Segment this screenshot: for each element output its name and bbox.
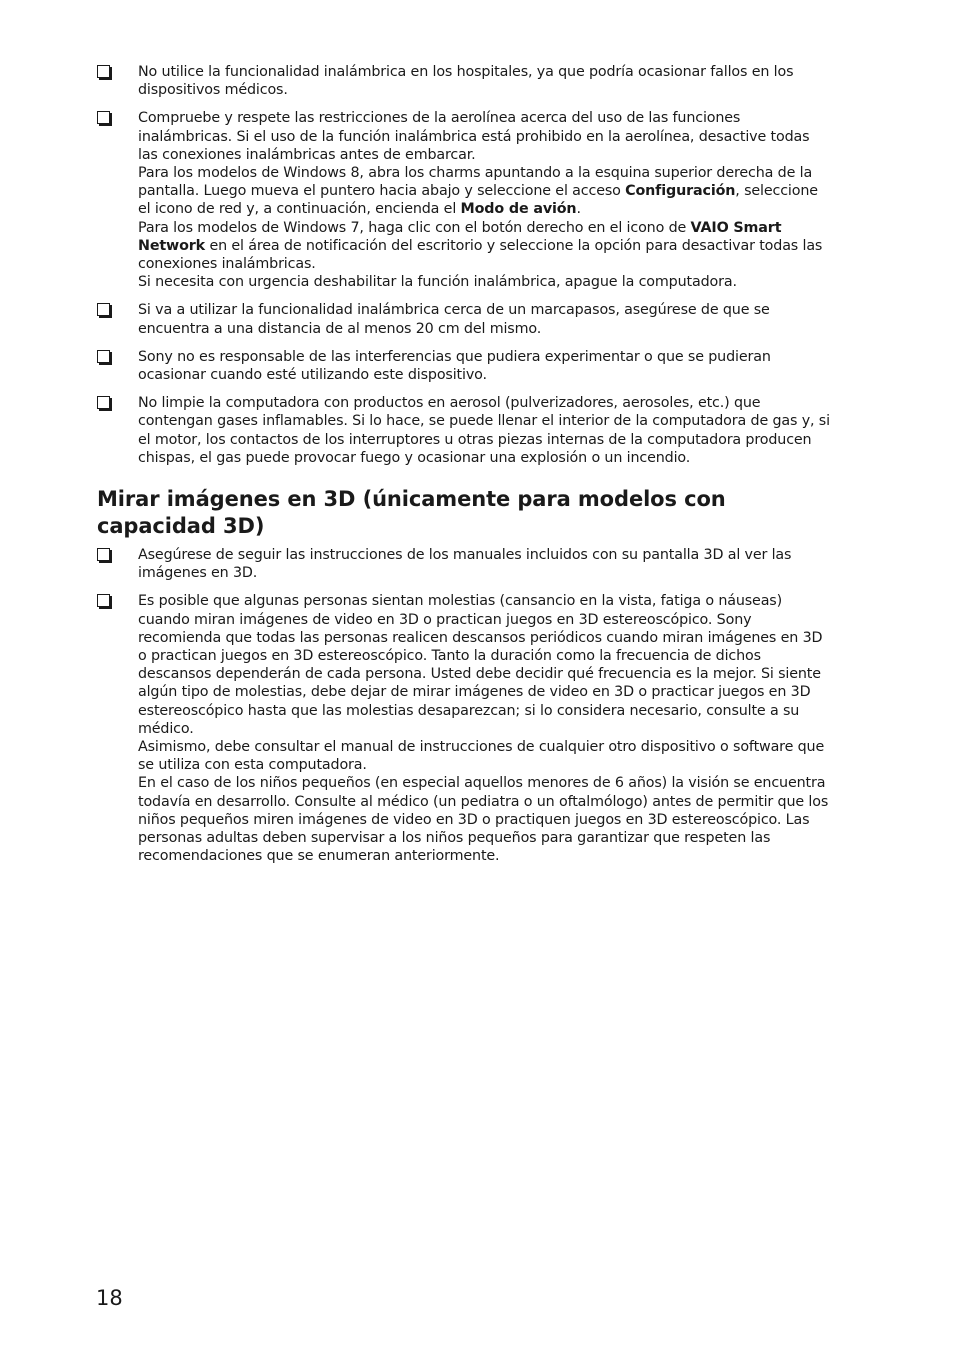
text-run: Para los modelos de Windows 7, haga clic con el botón derecho en el icono de (138, 219, 691, 236)
warning-item (97, 394, 832, 467)
text-run: En el caso de los niños pequeños (en especial aquellos menores de 6 años) la visión se encuentra todavía en desarrollo. Consulte al médico (un pediatra o un oftalmólogo) antes de permitir que los niños pequeños miren imágenes de video en 3D o practiquen juegos en 3D estereoscópico. Las personas adultas deben supervisar a los niños pequeños para garantizar que respeten las recomendaciones que se enumeran anteriormente. (138, 775, 829, 865)
warning-paragraph (138, 394, 832, 467)
caution-3d-paragraph (138, 774, 832, 865)
text-run: No limpie la computadora con productos en aerosol (pulverizadores, aerosoles, etc.) que contengan gases inflamables. Si lo hace, se puede llenar el interior de la computadora de gas y, si el motor, los contactos de los interruptores u otras piezas internas de la computadora producen chispas, el gas puede provocar fuego y ocasionar una explosión o un incendio. (138, 395, 830, 466)
warning-paragraph (138, 219, 832, 274)
text-run: Es posible que algunas personas sientan molestias (cansancio en la vista, fatiga o náuseas) cuando miran imágenes de video en 3D o practican juegos en 3D estereoscópico. Sony recomienda que todas las personas realicen descansos periódicos cuando miran imágenes en 3D o practican juegos en 3D estereoscópico. Tanto la duración como la frecuencia de dichos descansos dependerán de cada persona. Usted debe decidir qué frecuencia es la mejor. Si siente algún tipo de molestias, debe dejar de mirar imágenes de video en 3D o practicar juegos en 3D estereoscópico hasta que las molestias desaparezcan; si lo considera necesario, consulte a su médico. (138, 593, 823, 737)
checkbox-bullet-icon (97, 65, 110, 78)
text-run: No utilice la funcionalidad inalámbrica en los hospitales, ya que podría ocasionar fallos en los dispositivos médicos. (138, 64, 794, 99)
wireless-warnings-list (97, 63, 832, 477)
warning-item (97, 109, 832, 291)
warning-paragraph (138, 109, 832, 164)
warning-paragraph (138, 63, 832, 99)
caution-3d-paragraph (138, 738, 832, 774)
warning-item (97, 63, 832, 99)
page-number: 18 (96, 1286, 123, 1310)
caution-3d-item (97, 546, 832, 582)
text-run: Si necesita con urgencia deshabilitar la función inalámbrica, apague la computadora. (138, 274, 737, 291)
text-run: Asimismo, debe consultar el manual de instrucciones de cualquier otro dispositivo o software que se utiliza con esta computadora. (138, 739, 825, 774)
text-run: en el área de notificación del escritorio y seleccione la opción para desactivar todas las conexiones inalámbricas. (138, 237, 823, 273)
text-run: Compruebe y respete las restricciones de la aerolínea acerca del uso de las funciones inalámbricas. Si el uso de la función inalámbrica está prohibido en la aerolínea, desactive todas las conexiones inalámbricas antes de embarcar. (138, 110, 810, 163)
warning-paragraph (138, 273, 832, 291)
text-run: Sony no es responsable de las interferencias que pudiera experimentar o que se pudieran ocasionar cuando esté utilizando este dispositivo. (138, 348, 771, 384)
caution-3d-paragraph (138, 546, 832, 582)
checkbox-bullet-icon (97, 111, 110, 124)
warning-paragraph (138, 301, 832, 337)
section-heading-3d: Mirar imágenes en 3D (únicamente para modelos con capacidad 3D) (97, 487, 726, 538)
emphasized-term: VAIO Smart Network (138, 219, 782, 254)
text-run: Asegúrese de seguir las instrucciones de los manuales incluidos con su pantalla 3D al ver las imágenes en 3D. (138, 547, 792, 582)
caution-3d-item (97, 592, 832, 865)
text-run: Si va a utilizar la funcionalidad inalámbrica cerca de un marcapasos, asegúrese de que se encuentra a una distancia de al menos 20 cm del mismo. (138, 302, 770, 337)
warning-paragraph (138, 348, 832, 384)
checkbox-bullet-icon (97, 350, 110, 363)
checkbox-bullet-icon (97, 594, 110, 607)
checkbox-bullet-icon (97, 396, 110, 409)
text-run: , seleccione el icono de red y, a continuación, encienda el (138, 183, 818, 218)
text-run: . (576, 201, 581, 218)
warning-item (97, 348, 832, 384)
warning-item (97, 301, 832, 337)
checkbox-bullet-icon (97, 303, 110, 316)
checkbox-bullet-icon (97, 548, 110, 561)
emphasized-term: Modo de avión (460, 201, 577, 218)
emphasized-term: Configuración (625, 183, 736, 200)
3d-viewing-list (97, 546, 832, 875)
caution-3d-paragraph (138, 592, 832, 738)
warning-paragraph (138, 164, 832, 219)
text-run: Para los modelos de Windows 8, abra los charms apuntando a la esquina superior derecha de la pantalla. Luego mueva el puntero hacia abajo y seleccione el acceso (138, 165, 813, 200)
